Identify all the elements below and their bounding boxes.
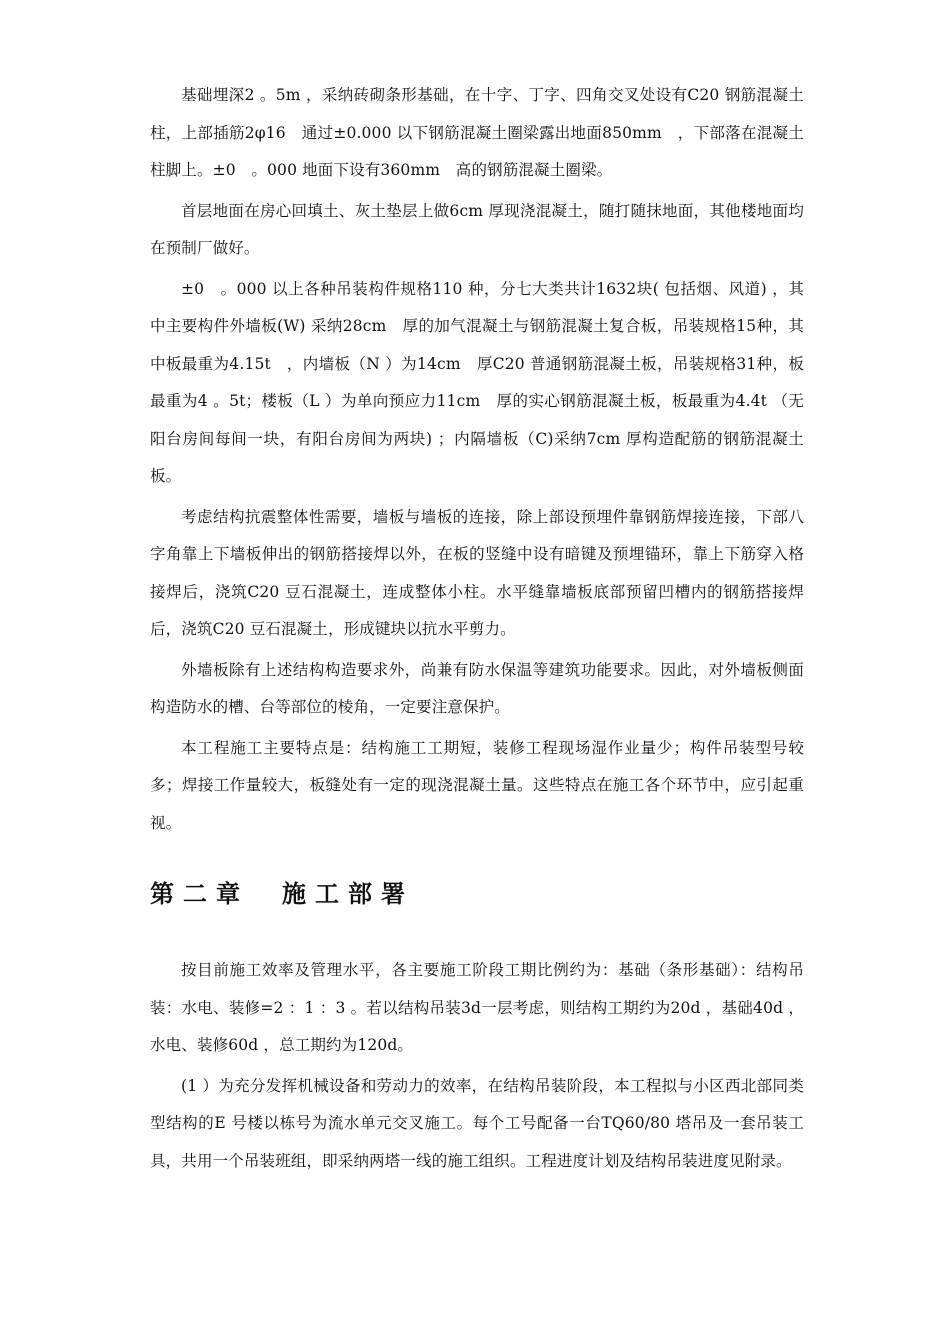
paragraph-foundation: 基础埋深2 。5m ，采纳砖砌条形基础，在十字、丁字、四角交叉处设有C20 钢筋混凝土柱，上部插筋2φ16 通过±0.000 以下钢筋混凝土圈梁露出地面850mm ，下部落在混凝土柱脚上。±0 。000 地面下设有360mm 高的钢筋混凝土圈梁。 xyxy=(150,86,804,179)
paragraph-exterior-wall: 外墙板除有上述结构构造要求外，尚兼有防水保温等建筑功能要求。因此，对外墙板侧面构造防水的槽、台等部位的棱角，一定要注意保护。 xyxy=(150,660,804,716)
paragraph-ground-floor: 首层地面在房心回填土、灰土垫层上做6cm 厚现浇混凝土，随打随抹地面，其他楼地面均在预制厂做好。 xyxy=(150,201,804,257)
chapter-heading: 第二章 施工部署 xyxy=(150,880,414,908)
paragraph-prefab-components: ±0 。000 以上各种吊装构件规格110 种，分七大类共计1632块( 包括烟、风道) ，其中主要构件外墙板(W) 采纳28cm 厚的加气混凝土与钢筋混凝土复合板，吊装规格15种，其中板最重为4.15t ，内墙板（N ）为14cm 厚C20 普通钢筋混凝土板，吊装规格31种，板最重为4 。5t；楼板（L ）为单向预应力11cm 厚的实心钢筋混凝土板，板最重为4.4t （无阳台房间每间一块，有阳台房间为两块) ；内隔墙板（C)采纳7cm 厚构造配筋的钢筋混凝土板。 xyxy=(150,279,804,485)
paragraph-project-features: 本工程施工主要特点是：结构施工工期短，装修工程现场湿作业量少；构件吊装型号较多；焊接工作量较大，板缝处有一定的现浇混凝土量。这些特点在施工各个环节中，应引起重视。 xyxy=(150,738,804,832)
paragraph-schedule-ratio: 按目前施工效率及管理水平，各主要施工阶段工期比例约为：基础（条形基础）：结构吊装：水电、装修=2 ：1 ：3 。若以结构吊装3d一层考虑，则结构工期约为20d ，基础40d ，水电、装修60d ，总工期约为120d。 xyxy=(150,961,804,1054)
paragraph-seismic-connection: 考虑结构抗震整体性需要，墙板与墙板的连接，除上部设预埋件靠钢筋焊接连接，下部八字角靠上下墙板伸出的钢筋搭接焊以外，在板的竖缝中设有暗键及预埋锚环，靠上下筋穿入格接焊后，浇筑C20 豆石混凝土，连成整体小柱。水平缝靠墙板底部预留凹槽内的钢筋搭接焊后，浇筑C20 豆石混凝土，形成键块以抗水平剪力。 xyxy=(150,507,804,638)
paragraph-crane-organization: (1 ）为充分发挥机械设备和劳动力的效率，在结构吊装阶段，本工程拟与小区西北部同类型结构的E 号楼以栋号为流水单元交叉施工。每个工号配备一台TQ60/80 塔吊及一套吊装工具，共用一个吊装班组，即采纳两塔一线的施工组织。工程进度计划及结构吊装进度见附录。 xyxy=(150,1076,804,1170)
document-body xyxy=(150,77,804,1183)
